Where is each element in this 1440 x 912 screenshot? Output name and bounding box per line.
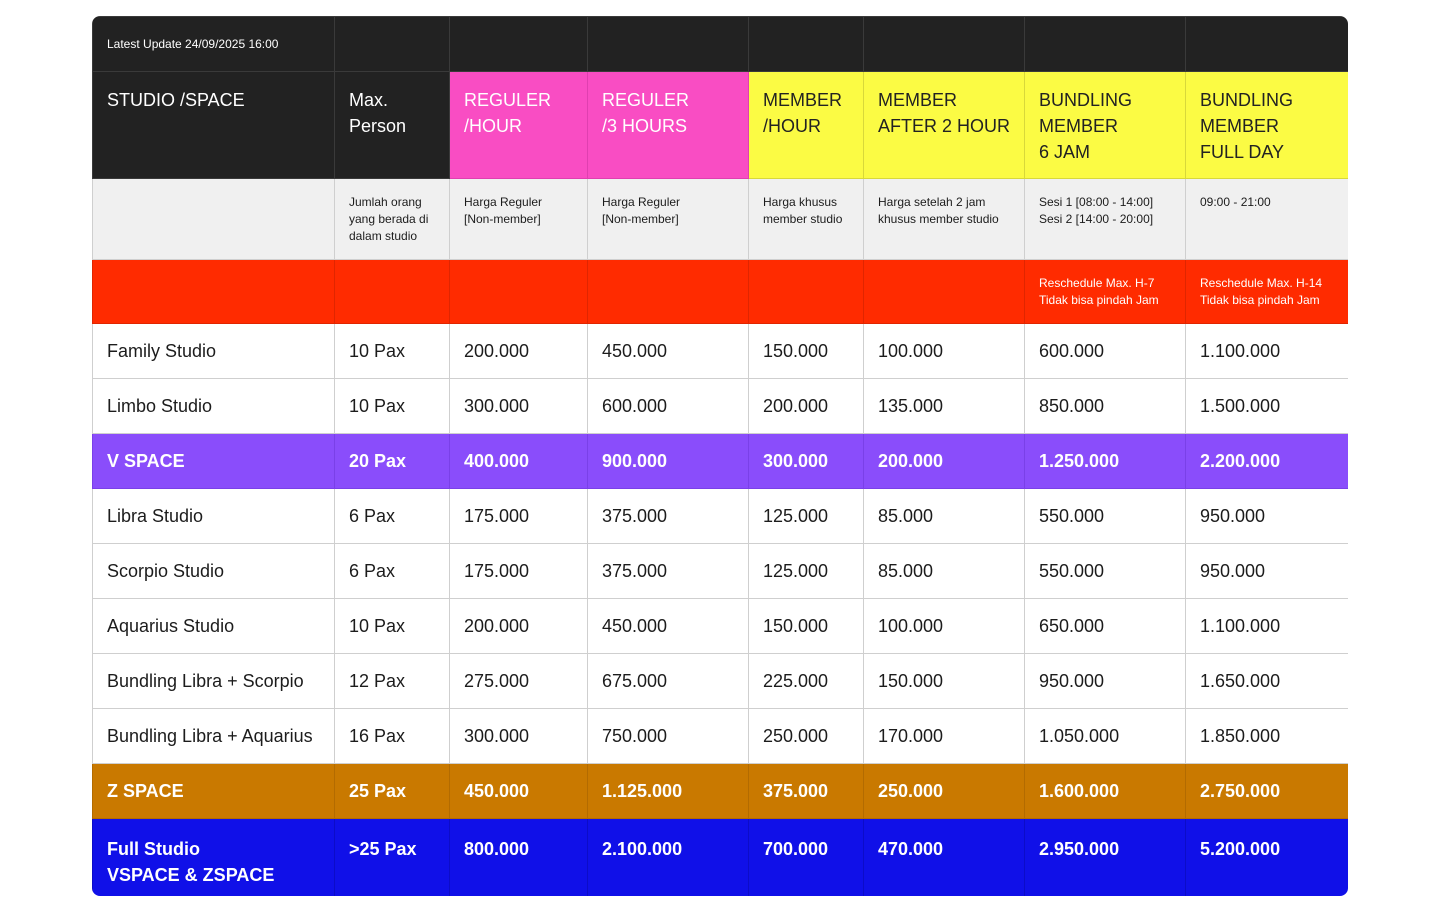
max-person: 10 Pax	[335, 599, 450, 654]
price-member-hour: 150.000	[749, 599, 864, 654]
price-reguler-3-hours: 450.000	[588, 324, 749, 379]
desc-reguler-hour: Harga Reguler [Non-member]	[450, 179, 588, 260]
price-bundling-full-day: 5.200.000	[1186, 819, 1349, 897]
header-studio-space: STUDIO /SPACE	[93, 72, 335, 179]
update-row	[93, 17, 1349, 72]
price-bundling-full-day: 1.100.000	[1186, 599, 1349, 654]
price-bundling-full-day: 950.000	[1186, 489, 1349, 544]
desc-member-hour: Harga khusus member studio	[749, 179, 864, 260]
price-reguler-hour: 275.000	[450, 654, 588, 709]
price-reguler-3-hours: 900.000	[588, 434, 749, 489]
price-member-after-2-hour: 150.000	[864, 654, 1025, 709]
price-reguler-hour: 800.000	[450, 819, 588, 897]
price-member-after-2-hour: 170.000	[864, 709, 1025, 764]
note-bundling-6-jam: Reschedule Max. H-7 Tidak bisa pindah Jam	[1025, 260, 1186, 324]
studio-name: Aquarius Studio	[93, 599, 335, 654]
studio-name: Bundling Libra + Aquarius	[93, 709, 335, 764]
price-member-after-2-hour: 200.000	[864, 434, 1025, 489]
price-member-hour: 250.000	[749, 709, 864, 764]
price-member-after-2-hour: 100.000	[864, 599, 1025, 654]
header-bundling-6-jam: BUNDLING MEMBER 6 JAM	[1025, 72, 1186, 179]
max-person: 12 Pax	[335, 654, 450, 709]
price-reguler-hour: 400.000	[450, 434, 588, 489]
price-member-hour: 200.000	[749, 379, 864, 434]
max-person: 10 Pax	[335, 324, 450, 379]
description-row	[93, 179, 1349, 260]
price-bundling-full-day: 950.000	[1186, 544, 1349, 599]
price-member-hour: 375.000	[749, 764, 864, 819]
table-row	[93, 599, 1349, 654]
studio-name: Limbo Studio	[93, 379, 335, 434]
price-reguler-3-hours: 600.000	[588, 379, 749, 434]
price-reguler-3-hours: 450.000	[588, 599, 749, 654]
price-member-hour: 125.000	[749, 544, 864, 599]
price-bundling-full-day: 1.850.000	[1186, 709, 1349, 764]
max-person: >25 Pax	[335, 819, 450, 897]
price-reguler-3-hours: 375.000	[588, 489, 749, 544]
price-reguler-hour: 175.000	[450, 544, 588, 599]
latest-update-label: Latest Update 24/09/2025 16:00	[93, 17, 335, 72]
price-member-after-2-hour: 85.000	[864, 544, 1025, 599]
desc-studio	[93, 179, 335, 260]
price-bundling-full-day: 2.750.000	[1186, 764, 1349, 819]
price-bundling-6-jam: 1.250.000	[1025, 434, 1186, 489]
price-member-after-2-hour: 100.000	[864, 324, 1025, 379]
studio-name: Bundling Libra + Scorpio	[93, 654, 335, 709]
price-reguler-3-hours: 750.000	[588, 709, 749, 764]
price-reguler-3-hours: 2.100.000	[588, 819, 749, 897]
price-bundling-6-jam: 950.000	[1025, 654, 1186, 709]
price-reguler-hour: 175.000	[450, 489, 588, 544]
price-bundling-6-jam: 550.000	[1025, 489, 1186, 544]
table-row-v-space	[93, 434, 1349, 489]
studio-name: Z SPACE	[93, 764, 335, 819]
price-bundling-6-jam: 1.600.000	[1025, 764, 1186, 819]
header-max-person: Max. Person	[335, 72, 450, 179]
max-person: 20 Pax	[335, 434, 450, 489]
table-row-z-space	[93, 764, 1349, 819]
price-member-after-2-hour: 85.000	[864, 489, 1025, 544]
max-person: 10 Pax	[335, 379, 450, 434]
price-reguler-hour: 200.000	[450, 324, 588, 379]
price-bundling-6-jam: 550.000	[1025, 544, 1186, 599]
price-bundling-full-day: 2.200.000	[1186, 434, 1349, 489]
max-person: 6 Pax	[335, 489, 450, 544]
price-bundling-6-jam: 600.000	[1025, 324, 1186, 379]
price-reguler-hour: 200.000	[450, 599, 588, 654]
price-reguler-3-hours: 1.125.000	[588, 764, 749, 819]
table-row	[93, 544, 1349, 599]
desc-bundling-full-day: 09:00 - 21:00	[1186, 179, 1349, 260]
header-reguler-hour: REGULER /HOUR	[450, 72, 588, 179]
price-member-hour: 150.000	[749, 324, 864, 379]
header-reguler-3-hours: REGULER /3 HOURS	[588, 72, 749, 179]
price-bundling-full-day: 1.650.000	[1186, 654, 1349, 709]
max-person: 16 Pax	[335, 709, 450, 764]
price-table-container	[92, 16, 1348, 896]
max-person: 6 Pax	[335, 544, 450, 599]
studio-name: Family Studio	[93, 324, 335, 379]
desc-max-person: Jumlah orang yang berada di dalam studio	[335, 179, 450, 260]
desc-member-after-2-hour: Harga setelah 2 jam khusus member studio	[864, 179, 1025, 260]
table-row	[93, 654, 1349, 709]
price-reguler-hour: 300.000	[450, 709, 588, 764]
studio-name: Scorpio Studio	[93, 544, 335, 599]
table-row	[93, 489, 1349, 544]
notes-row	[93, 260, 1349, 324]
note-bundling-full-day: Reschedule Max. H-14 Tidak bisa pindah Jam	[1186, 260, 1349, 324]
max-person: 25 Pax	[335, 764, 450, 819]
table-row	[93, 709, 1349, 764]
price-member-hour: 300.000	[749, 434, 864, 489]
price-reguler-hour: 450.000	[450, 764, 588, 819]
price-bundling-6-jam: 650.000	[1025, 599, 1186, 654]
price-reguler-3-hours: 375.000	[588, 544, 749, 599]
price-reguler-3-hours: 675.000	[588, 654, 749, 709]
header-row	[93, 72, 1349, 179]
price-member-after-2-hour: 470.000	[864, 819, 1025, 897]
price-reguler-hour: 300.000	[450, 379, 588, 434]
price-member-hour: 125.000	[749, 489, 864, 544]
studio-name: Libra Studio	[93, 489, 335, 544]
studio-name: Full Studio VSPACE & ZSPACE	[93, 819, 335, 897]
studio-name: V SPACE	[93, 434, 335, 489]
price-bundling-full-day: 1.500.000	[1186, 379, 1349, 434]
price-bundling-full-day: 1.100.000	[1186, 324, 1349, 379]
desc-bundling-6-jam: Sesi 1 [08:00 - 14:00] Sesi 2 [14:00 - 20:00]	[1025, 179, 1186, 260]
studio-price-table	[92, 16, 1348, 896]
price-bundling-6-jam: 2.950.000	[1025, 819, 1186, 897]
header-member-hour: MEMBER /HOUR	[749, 72, 864, 179]
table-row-full-studio	[93, 819, 1349, 897]
header-bundling-full-day: BUNDLING MEMBER FULL DAY	[1186, 72, 1349, 179]
price-bundling-6-jam: 850.000	[1025, 379, 1186, 434]
price-member-hour: 700.000	[749, 819, 864, 897]
price-bundling-6-jam: 1.050.000	[1025, 709, 1186, 764]
price-member-after-2-hour: 250.000	[864, 764, 1025, 819]
price-member-hour: 225.000	[749, 654, 864, 709]
table-row	[93, 379, 1349, 434]
table-row	[93, 324, 1349, 379]
price-member-after-2-hour: 135.000	[864, 379, 1025, 434]
desc-reguler-3-hours: Harga Reguler [Non-member]	[588, 179, 749, 260]
header-member-after-2-hour: MEMBER AFTER 2 HOUR	[864, 72, 1025, 179]
